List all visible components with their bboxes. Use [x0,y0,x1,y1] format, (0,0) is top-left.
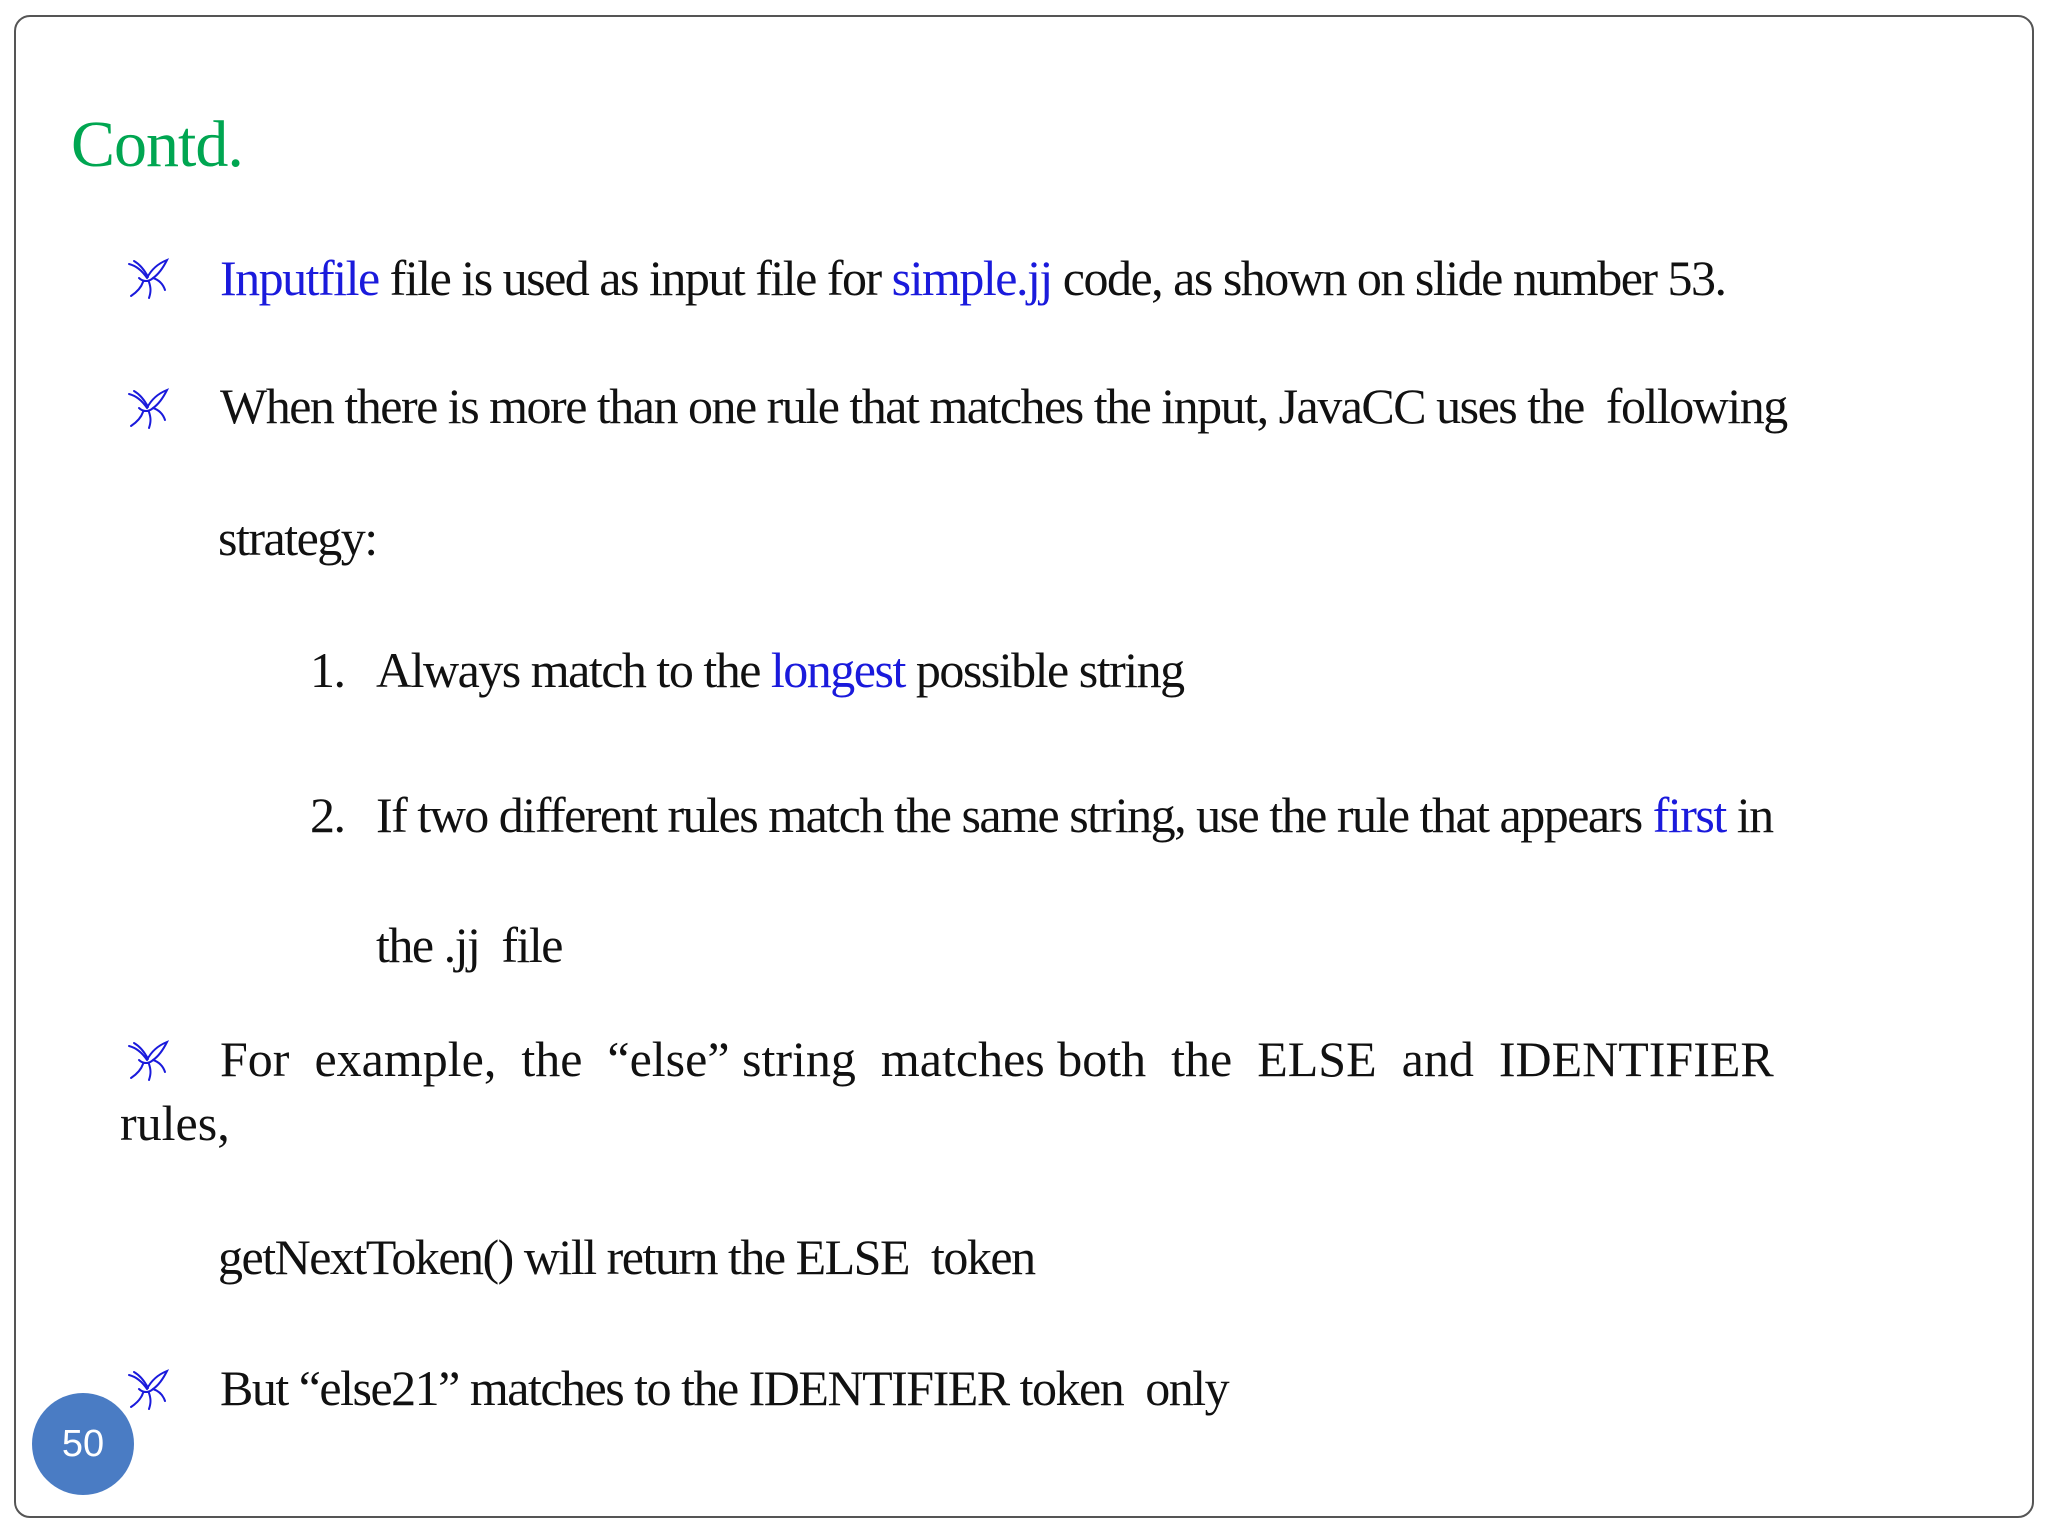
list-item-1-text: Always match to the longest possible string [376,642,1184,698]
list-item-2-text: If two different rules match the same string, use the rule that appears first in [376,787,1773,843]
dove-icon [125,1367,171,1413]
page-number-badge: 50 [32,1393,134,1495]
bullet-1-text: Inputfile file is used as input file for simple.jj code, as shown on slide number 53. [220,250,1726,306]
dove-icon [125,256,171,302]
term-first: first [1652,787,1726,843]
bullet-4-text: But “else21” matches to the IDENTIFIER token only [220,1360,1229,1416]
bullet-2-line-1: When there is more than one rule that matches the input, JavaCC uses the following [220,378,1787,434]
term-longest: longest [770,642,905,698]
slide-title: Contd. [71,108,243,181]
dove-icon [125,386,171,432]
term-inputfile: Inputfile [220,250,379,306]
bullet-3-line-2: rules, [120,1095,230,1151]
term-simple-jj: simple.jj [891,250,1052,306]
slide-frame [14,15,2034,1518]
list-item-1-number: 1. [310,642,345,698]
bullet-3-line-3: getNextToken() will return the ELSE token [218,1229,1035,1285]
dove-icon [125,1038,171,1084]
bullet-3-line-1: For example, the “else” string matches both the ELSE and IDENTIFIER [220,1031,1774,1087]
list-item-2-line-2: the .jj file [376,917,562,973]
bullet-2-line-2: strategy: [218,510,377,566]
list-item-2-number: 2. [310,787,345,843]
